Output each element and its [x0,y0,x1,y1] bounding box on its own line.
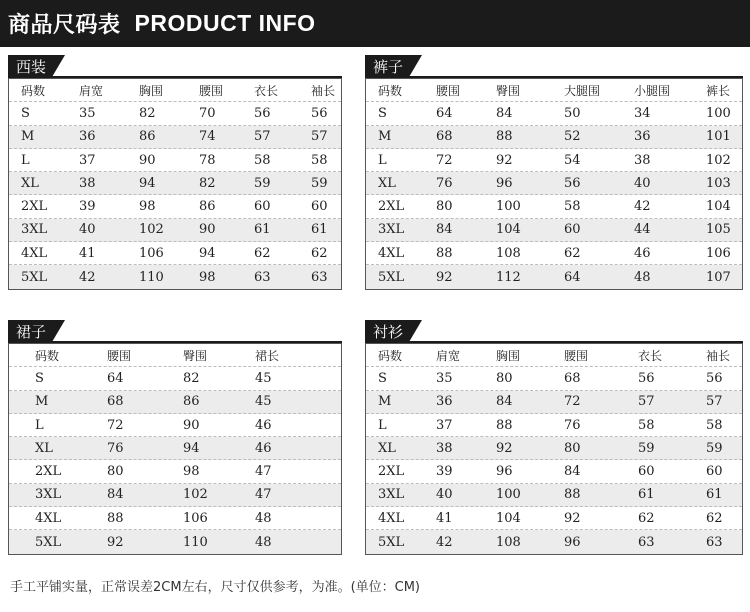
table-cell: 110 [139,269,164,285]
size-label-cell: 2XL [378,199,405,215]
table-cell: 59 [706,440,723,456]
table-cell: 62 [706,510,723,526]
table-cell: 46 [255,417,272,433]
table-cell: 34 [634,105,651,121]
table-cell: 96 [496,175,513,191]
table-cell: 48 [255,510,272,526]
table-cell: 袖长 [706,348,731,363]
table-cell: 47 [255,464,272,480]
table-cell: 袖长 [311,83,336,98]
table-cell: 108 [496,534,521,550]
table-cell: 84 [496,394,513,410]
table-cell: 88 [496,129,513,145]
pants-size-table [365,78,743,290]
table-cell: 76 [107,440,124,456]
table-cell: 104 [706,199,731,215]
table-row [366,530,742,553]
table-cell: 92 [496,440,513,456]
size-label-cell: L [378,152,387,168]
table-cell: 102 [139,222,164,238]
header-title-en: PRODUCT INFO [134,10,316,36]
table-cell: 37 [436,417,453,433]
table-cell: 92 [436,269,453,285]
table-cell: 裤长 [706,83,731,98]
table-cell: 45 [255,370,272,386]
table-cell: 68 [436,129,453,145]
table-cell: 105 [706,222,731,238]
table-cell: 90 [139,152,156,168]
size-label-cell: 码数 [21,83,46,98]
table-cell: 臀围 [183,348,208,363]
table-row [366,414,742,437]
table-row [366,265,742,288]
size-label-cell: S [378,105,387,121]
table-cell: 35 [436,370,453,386]
table-cell: 64 [564,269,581,285]
table-cell: 86 [139,129,156,145]
table-cell: 58 [706,417,723,433]
table-cell: 82 [139,105,156,121]
table-cell: 56 [311,105,328,121]
size-label-cell: XL [378,440,396,456]
size-label-cell: 2XL [21,199,48,215]
table-row [366,172,742,195]
size-label-cell: 3XL [378,222,405,238]
size-label-cell: 码数 [35,348,60,363]
table-cell: 腰围 [107,348,132,363]
table-cell: 72 [107,417,124,433]
table-cell: 37 [79,152,96,168]
table-cell: 56 [254,105,271,121]
table-cell: 59 [254,175,271,191]
table-cell: 84 [496,105,513,121]
table-cell: 64 [107,370,124,386]
table-row [366,219,742,242]
table-cell: 36 [634,129,651,145]
table-cell: 98 [199,269,216,285]
table-cell: 94 [139,175,156,191]
header-title-cn: 商品尺码表 [8,13,121,38]
suit-size-table-block [8,55,342,295]
table-cell: 38 [436,440,453,456]
table-cell: 86 [183,394,200,410]
table-cell: 52 [564,129,581,145]
table-cell: 90 [199,222,216,238]
table-cell: 肩宽 [79,83,104,98]
table-row [9,242,341,265]
table-cell: 大腿围 [564,83,601,98]
table-cell: 58 [564,199,581,215]
table-cell: 63 [254,269,271,285]
table-cell: 74 [199,129,216,145]
table-cell: 88 [564,487,581,503]
table-row [9,484,341,507]
size-label-cell: L [378,417,387,433]
table-cell: 106 [139,245,164,261]
size-label-cell: 2XL [378,464,405,480]
table-cell: 61 [638,487,655,503]
table-cell: 48 [634,269,651,285]
table-cell: 腰围 [199,83,224,98]
size-label-cell: 码数 [378,83,403,98]
table-cell: 50 [564,105,581,121]
table-cell: 60 [254,199,271,215]
suit-size-table [8,78,342,290]
shirt-size-table-block [365,320,743,560]
table-cell: 42 [634,199,651,215]
table-cell: 100 [496,199,521,215]
table-cell: 小腿围 [634,83,671,98]
table-cell: 63 [311,269,328,285]
table-row [9,149,341,172]
table-cell: 103 [706,175,731,191]
table-cell: 101 [706,129,731,145]
table-cell: 56 [638,370,655,386]
size-label-cell: L [35,417,44,433]
table-cell: 86 [199,199,216,215]
table-cell: 96 [564,534,581,550]
table-row [9,507,341,530]
table-cell: 92 [564,510,581,526]
table-cell: 40 [436,487,453,503]
table-cell: 108 [496,245,521,261]
table-cell: 72 [436,152,453,168]
table-cell: 92 [107,534,124,550]
table-cell: 肩宽 [436,348,461,363]
size-label-cell: XL [378,175,396,191]
table-cell: 84 [107,487,124,503]
table-cell: 62 [311,245,328,261]
table-cell: 42 [79,269,96,285]
table-row [9,172,341,195]
table-cell: 62 [564,245,581,261]
table-cell: 60 [564,222,581,238]
size-label-cell: 3XL [21,222,48,238]
size-label-cell: 4XL [378,510,405,526]
table-cell: 100 [706,105,731,121]
table-cell: 41 [436,510,453,526]
table-cell: 96 [496,464,513,480]
table-cell: 80 [564,440,581,456]
table-cell: 104 [496,510,521,526]
table-row [9,102,341,125]
table-cell: 62 [254,245,271,261]
size-label-cell: M [378,129,392,145]
table-cell: 61 [706,487,723,503]
skirt-size-table-block [8,320,342,560]
size-label-cell: 4XL [378,245,405,261]
table-cell: 腰围 [436,83,461,98]
table-cell: 58 [254,152,271,168]
table-cell: 102 [183,487,208,503]
size-label-cell: 4XL [21,245,48,261]
table-cell: 90 [183,417,200,433]
table-cell: 衣长 [638,348,663,363]
table-row [9,437,341,460]
table-cell: 58 [638,417,655,433]
table-cell: 92 [496,152,513,168]
table-cell: 80 [436,199,453,215]
table-cell: 102 [706,152,731,168]
table-row [9,219,341,242]
table-row [366,484,742,507]
table-cell: 112 [496,269,521,285]
table-cell: 39 [436,464,453,480]
table-cell: 60 [311,199,328,215]
table-row [9,530,341,553]
table-cell: 48 [255,534,272,550]
size-label-cell: 3XL [35,487,62,503]
table-cell: 64 [436,105,453,121]
table-cell: 106 [706,245,731,261]
table-cell: 36 [79,129,96,145]
skirt-table-tab: 裙子 [8,320,52,342]
table-cell: 63 [638,534,655,550]
table-cell: 57 [706,394,723,410]
table-cell: 80 [496,370,513,386]
table-cell: 40 [634,175,651,191]
pants-table-tab: 裤子 [365,55,409,77]
table-cell: 60 [706,464,723,480]
table-row [9,195,341,218]
table-cell: 98 [139,199,156,215]
table-cell: 94 [199,245,216,261]
table-cell: 68 [564,370,581,386]
table-cell: 104 [496,222,521,238]
size-label-cell: 2XL [35,464,62,480]
table-header-row [9,344,341,367]
table-cell: 61 [311,222,328,238]
size-label-cell: XL [35,440,53,456]
table-cell: 70 [199,105,216,121]
table-cell: 88 [496,417,513,433]
size-label-cell: S [35,370,44,386]
table-row [366,126,742,149]
table-cell: 76 [564,417,581,433]
table-cell: 衣长 [254,83,279,98]
table-cell: 44 [634,222,651,238]
table-cell: 88 [107,510,124,526]
table-cell: 82 [183,370,200,386]
table-cell: 106 [183,510,208,526]
table-row [366,149,742,172]
table-cell: 臀围 [496,83,521,98]
size-label-cell: 码数 [378,348,403,363]
table-cell: 41 [79,245,96,261]
table-cell: 42 [436,534,453,550]
table-cell: 107 [706,269,731,285]
table-cell: 60 [638,464,655,480]
table-row [366,460,742,483]
size-label-cell: M [35,394,49,410]
size-label-cell: XL [21,175,39,191]
table-row [366,102,742,125]
table-cell: 68 [107,394,124,410]
table-header-row [366,79,742,102]
shirt-size-table [365,343,743,555]
table-cell: 腰围 [564,348,589,363]
table-cell: 56 [706,370,723,386]
table-row [366,367,742,390]
table-cell: 82 [199,175,216,191]
size-label-cell: 5XL [378,534,405,550]
table-header-row [366,344,742,367]
table-row [9,265,341,288]
table-cell: 62 [638,510,655,526]
table-cell: 61 [254,222,271,238]
table-cell: 84 [436,222,453,238]
table-cell: 38 [79,175,96,191]
skirt-size-table [8,343,342,555]
suit-table-tab: 西装 [8,55,52,77]
size-label-cell: 3XL [378,487,405,503]
table-header-row [9,79,341,102]
table-cell: 46 [634,245,651,261]
size-label-cell: M [21,129,35,145]
table-cell: 56 [564,175,581,191]
table-cell: 63 [706,534,723,550]
table-row [366,195,742,218]
table-cell: 39 [79,199,96,215]
table-cell: 110 [183,534,208,550]
size-label-cell: L [21,152,30,168]
table-cell: 57 [311,129,328,145]
table-cell: 57 [638,394,655,410]
size-label-cell: 5XL [378,269,405,285]
table-cell: 40 [79,222,96,238]
table-row [9,126,341,149]
table-cell: 94 [183,440,200,456]
size-label-cell: S [21,105,30,121]
table-cell: 38 [634,152,651,168]
table-cell: 58 [311,152,328,168]
size-label-cell: 5XL [21,269,48,285]
table-cell: 57 [254,129,271,145]
table-cell: 59 [311,175,328,191]
size-label-cell: 5XL [35,534,62,550]
table-row [366,242,742,265]
table-row [366,437,742,460]
table-cell: 78 [199,152,216,168]
table-row [9,391,341,414]
table-row [9,367,341,390]
table-row [366,391,742,414]
size-label-cell: S [378,370,387,386]
table-cell: 88 [436,245,453,261]
page-header [0,0,750,47]
table-cell: 80 [107,464,124,480]
pants-size-table-block [365,55,743,295]
size-label-cell: M [378,394,392,410]
table-cell: 59 [638,440,655,456]
table-row [366,507,742,530]
table-cell: 胸围 [496,348,521,363]
table-cell: 36 [436,394,453,410]
table-cell: 54 [564,152,581,168]
table-cell: 98 [183,464,200,480]
shirt-table-tab: 衬衫 [365,320,409,342]
table-cell: 76 [436,175,453,191]
table-cell: 裙长 [255,348,280,363]
table-cell: 84 [564,464,581,480]
table-row [9,414,341,437]
size-label-cell: 4XL [35,510,62,526]
table-cell: 47 [255,487,272,503]
table-cell: 胸围 [139,83,164,98]
table-cell: 35 [79,105,96,121]
table-row [9,460,341,483]
table-cell: 72 [564,394,581,410]
footer-note: 手工平铺实量，正常误差2CM左右，尺寸仅供参考，为准。(单位：CM) [10,580,421,595]
table-cell: 46 [255,440,272,456]
table-cell: 45 [255,394,272,410]
table-cell: 100 [496,487,521,503]
